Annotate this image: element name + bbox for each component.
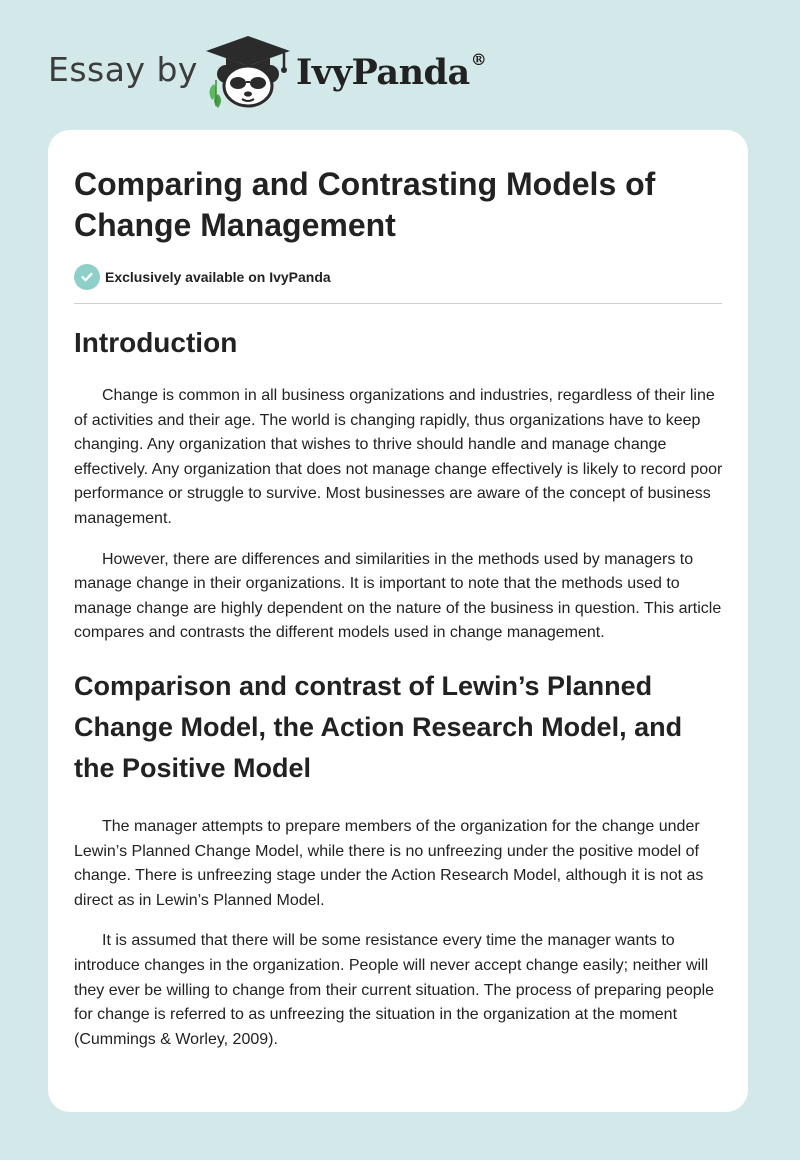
- paragraph: It is assumed that there will be some resistance every time the manager wants to introduce changes in the organization. People will never accept change easily; neither will they ever be willing to change from their current situation. The process of preparing people for change is referred to as unfreezing the situation in the organization at the moment (Cummings & Worley, 2009).: [74, 932, 715, 1048]
- section-heading-comparison: Comparison and contrast of Lewin’s Planned Change Model, the Action Research Model, and the Positive Model: [74, 670, 683, 783]
- site-header: [0, 0, 800, 130]
- brand-name[interactable]: IvyPanda®: [296, 50, 487, 93]
- article-body: [74, 320, 724, 1068]
- exclusive-badge-label: Exclusively available on IvyPanda: [105, 269, 331, 285]
- paragraph: However, there are differences and similarities in the methods used by managers to manage change in their organizations. It is important to note that the methods used to manage change are highly dependent on the nature of the business in question. This article compares and contrasts the different models used in change management.: [74, 550, 722, 642]
- article-title: Comparing and Contrasting Models of Change Management: [74, 166, 656, 243]
- divider: [74, 303, 722, 304]
- essay-by-label: Essay by: [48, 50, 198, 89]
- ivypanda-logo-icon[interactable]: [200, 34, 296, 108]
- paragraph: Change is common in all business organizations and industries, regardless of their line of activities and their age. The world is changing rapidly, thus organizations have to keep changing. Any organization that wishes to thrive should handle and manage change effectively. Any organization that does not manage change effectively is likely to record poor performance or struggle to survive. Most businesses are aware of the concept of business management.: [74, 387, 723, 527]
- check-circle-icon: [74, 264, 100, 290]
- exclusive-badge: [74, 263, 331, 291]
- paragraph: The manager attempts to prepare members of the organization for the change under Lewin’s Planned Change Model, while there is no unfreezing under the positive model of change. There is unfreezing stage under the Action Research Model, although it is not as direct as in Lewin’s Planned Model.: [74, 817, 704, 909]
- section-heading-introduction: Introduction: [74, 327, 238, 358]
- registered-mark: ®: [470, 50, 487, 69]
- article-card: [48, 130, 748, 1112]
